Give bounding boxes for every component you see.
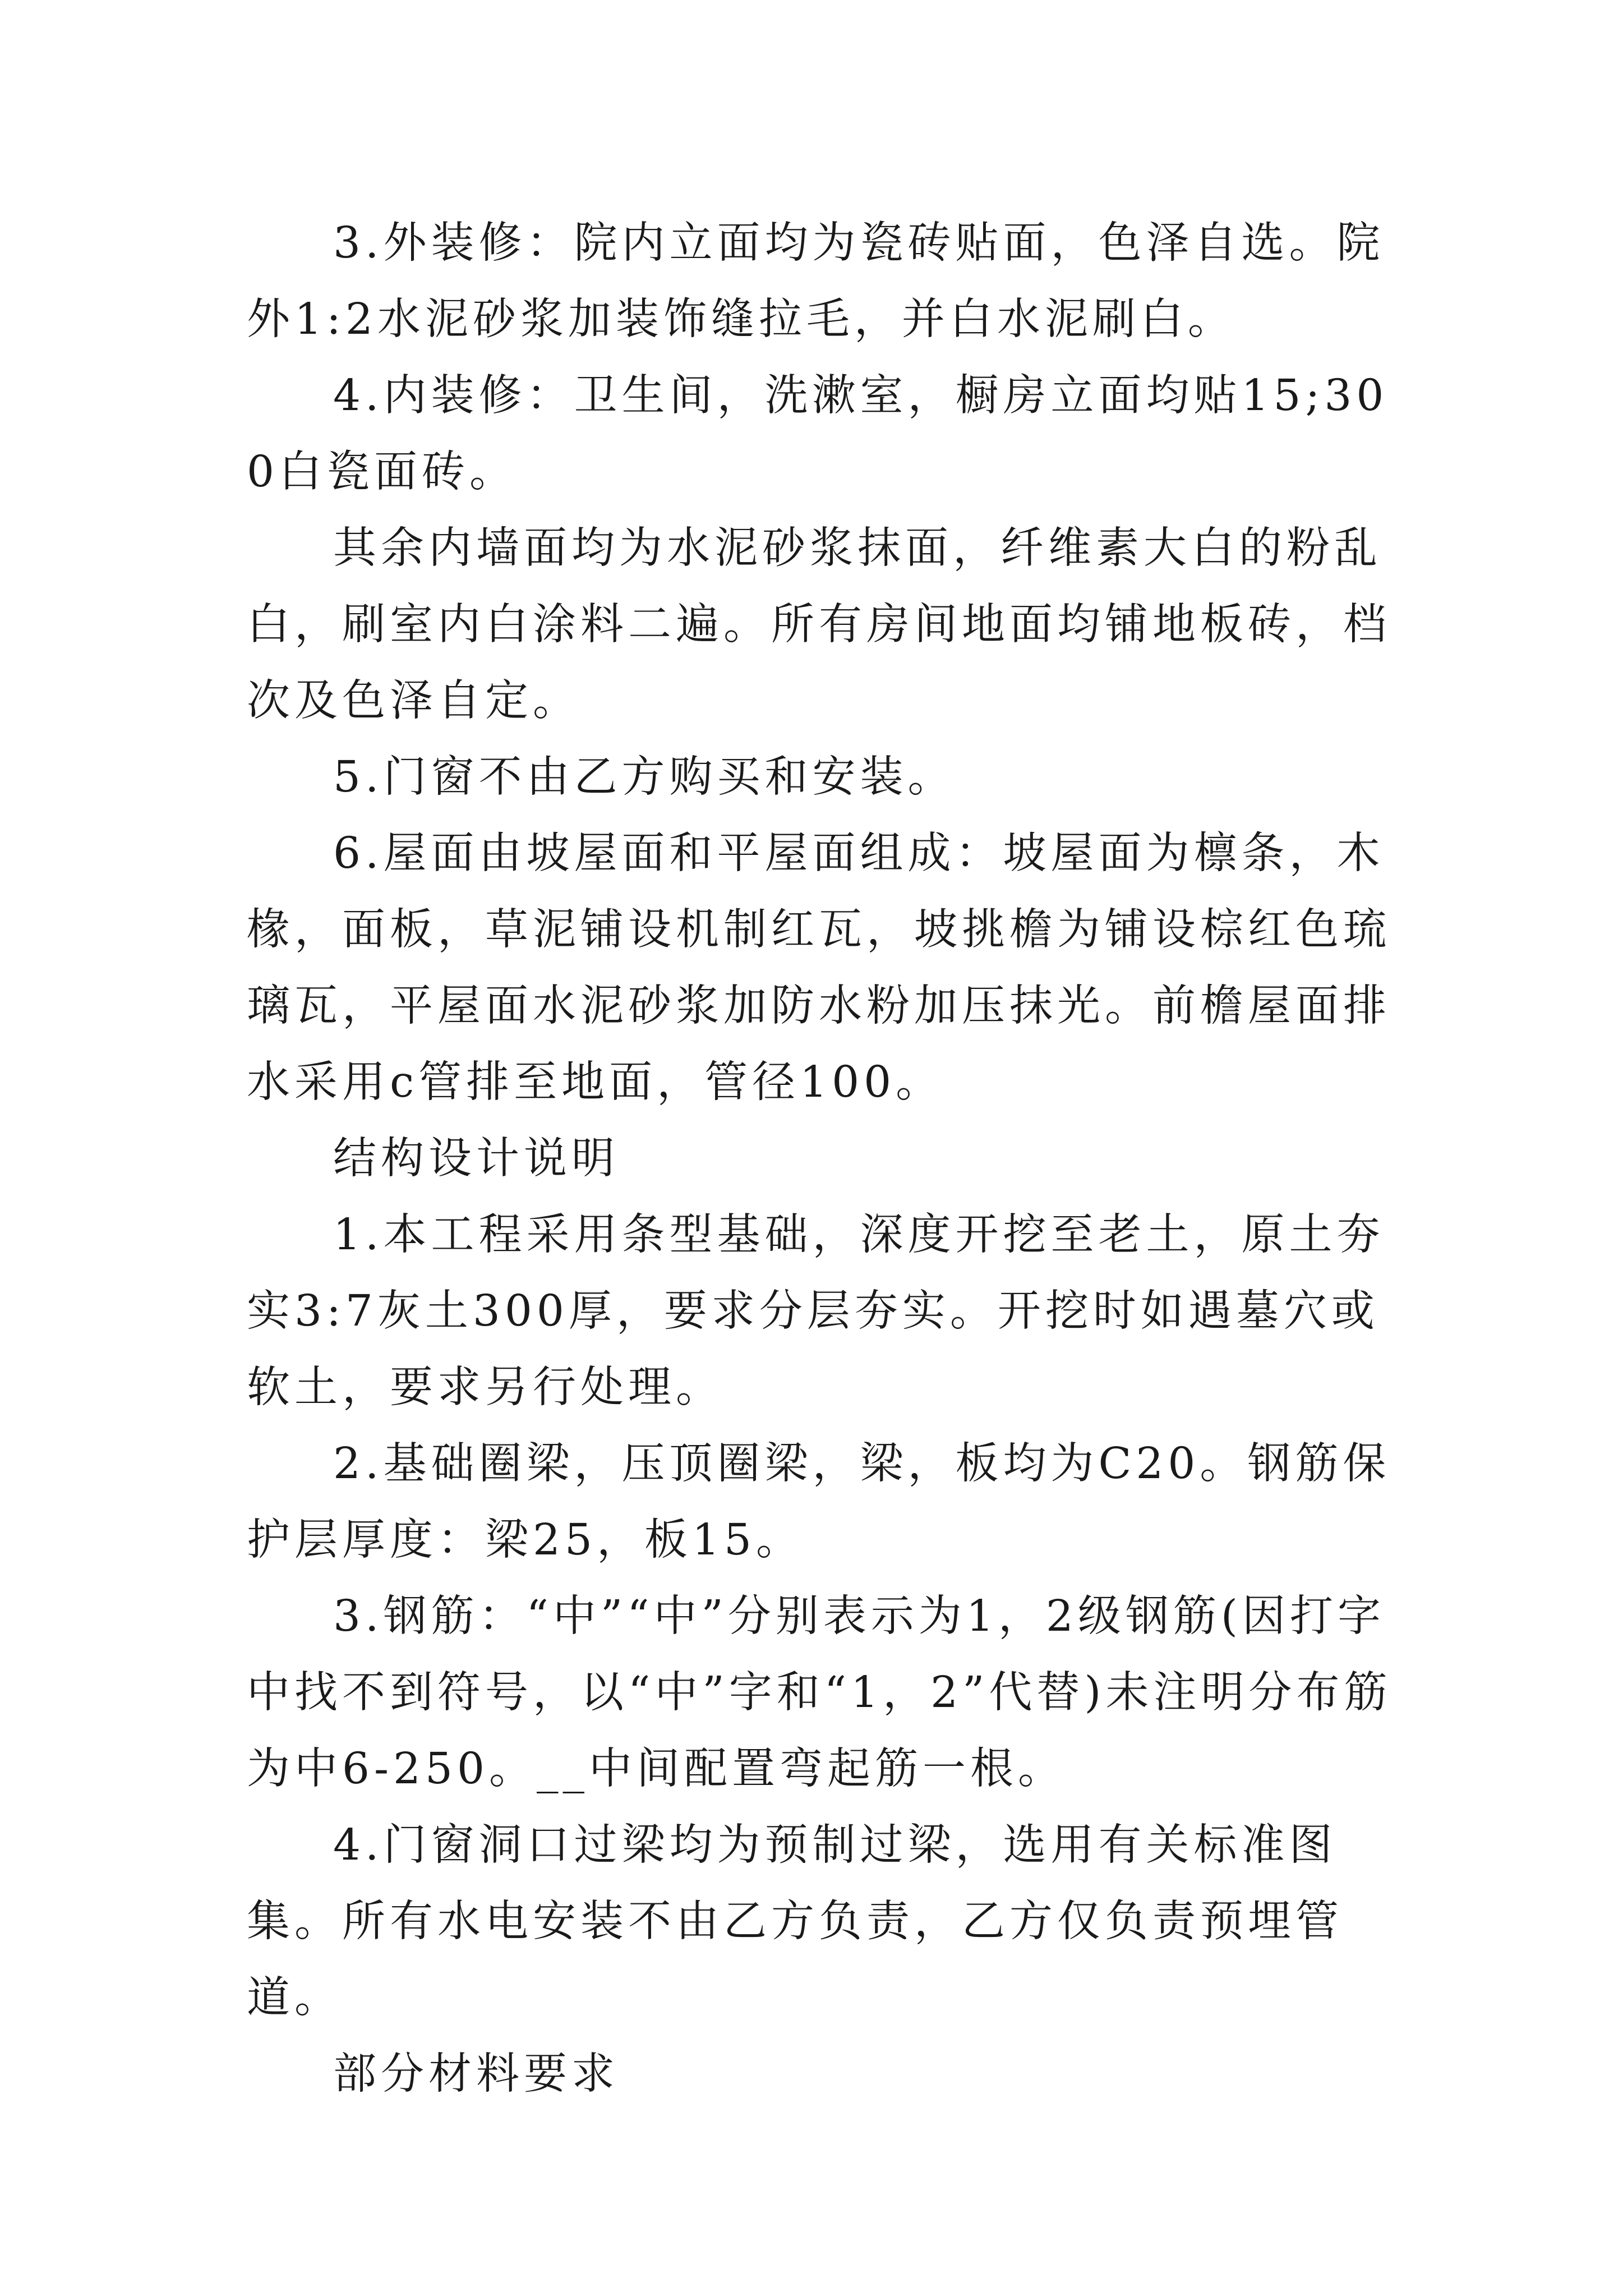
paragraph-reinforcement: 3.钢筋：“中”“中”分别表示为1，2级钢筋(因打字中找不到符号，以“中”字和“1，2”代替)未注明分布筋为中6-250。__中间配置弯起筋一根。 bbox=[247, 1591, 1392, 1794]
paragraph-lintels: 4.门窗洞口过梁均为预制过梁，选用有关标准图集。所有水电安装不由乙方负责，乙方仅负责预埋管道。 bbox=[247, 1820, 1343, 2023]
paragraph-interior-finish: 4.内装修：卫生间，洗漱室，橱房立面均贴15;300白瓷面砖。 bbox=[247, 371, 1389, 497]
paragraph-roof: 6.屋面由坡屋面和平屋面组成：坡屋面为檩条，木椽，面板，草泥铺设机制红瓦，坡挑檐为铺设棕红色琉璃瓦，平屋面水泥砂浆加防水粉加压抹光。前檐屋面排水采用c管排至地面，管径100。 bbox=[247, 829, 1391, 1107]
paragraph-doors-windows: 5.门窗不由乙方购买和安装。 bbox=[333, 752, 956, 802]
paragraph-ring-beam: 2.基础圈梁，压顶圈梁，梁，板均为C20。钢筋保护层厚度：梁25，板15。 bbox=[247, 1439, 1391, 1565]
paragraph-exterior-finish: 3.外装修：院内立面均为瓷砖贴面，色泽自选。院外1:2水泥砂浆加装饰缝拉毛，并白水泥刷白。 bbox=[247, 218, 1385, 344]
section-heading-material-requirements: 部分材料要求 bbox=[333, 2049, 619, 2099]
section-heading-structural-design: 结构设计说明 bbox=[333, 1134, 619, 1184]
paragraph-foundation: 1.本工程采用条型基础，深度开挖至老土，原土夯实3:7灰土300厚，要求分层夯实。开挖时如遇墓穴或软土，要求另行处理。 bbox=[247, 1210, 1385, 1412]
paragraph-interior-walls: 其余内墙面均为水泥砂浆抹面，纤维素大白的粉乱白，刷室内白涂料二遍。所有房间地面均铺地板砖，档次及色泽自定。 bbox=[247, 523, 1391, 726]
document-body bbox=[247, 205, 1413, 2113]
